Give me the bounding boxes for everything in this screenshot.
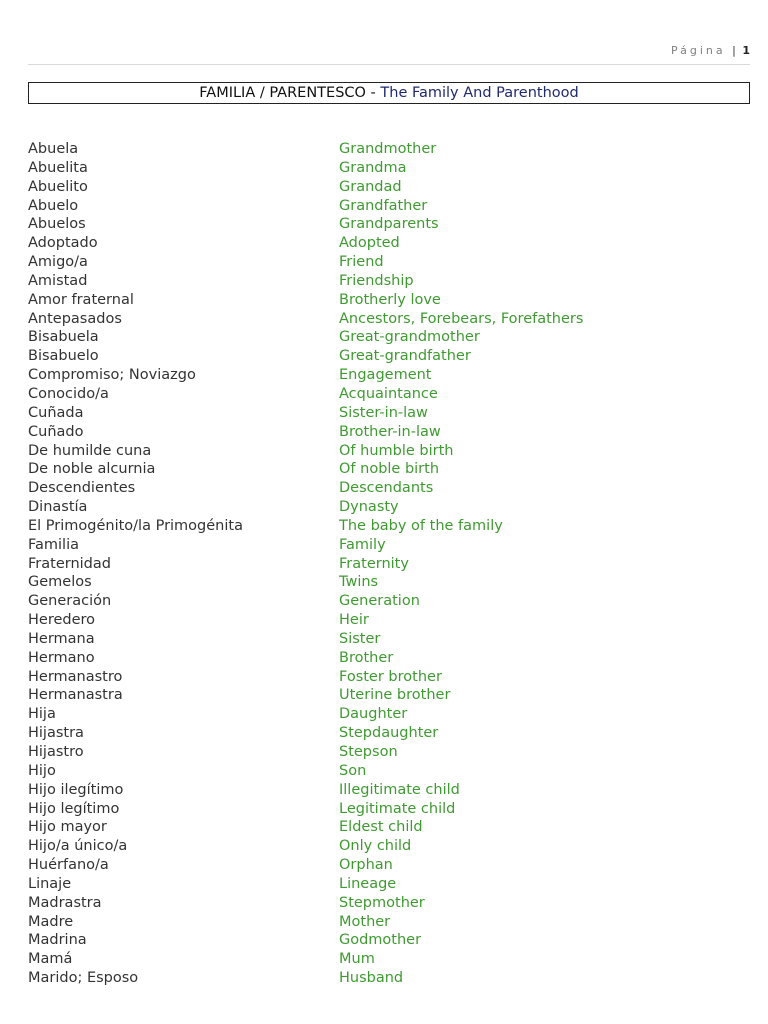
spanish-term: Amistad <box>28 272 88 289</box>
vocab-row <box>28 479 750 498</box>
english-term: Of noble birth <box>339 461 440 478</box>
vocab-row <box>28 159 750 178</box>
vocab-row <box>28 498 750 517</box>
english-term: Grandfather <box>339 197 428 214</box>
spanish-term: Hijo <box>28 762 56 779</box>
spanish-term: Amor fraternal <box>28 291 134 308</box>
vocab-row <box>28 517 750 536</box>
spanish-term: Cuñado <box>28 423 84 440</box>
english-term: Fraternity <box>339 555 409 572</box>
spanish-term: Hijastra <box>28 725 84 742</box>
spanish-term: Antepasados <box>28 310 122 327</box>
vocab-row <box>28 404 750 423</box>
english-term: Brother-in-law <box>339 423 441 440</box>
english-term: Daughter <box>339 706 408 723</box>
spanish-term: Mamá <box>28 951 73 968</box>
english-term: Husband <box>339 970 404 987</box>
english-term: The baby of the family <box>339 517 503 534</box>
vocab-row <box>28 555 750 574</box>
english-term: Son <box>339 762 367 779</box>
spanish-term: Bisabuela <box>28 329 99 346</box>
vocab-row <box>28 234 750 253</box>
vocab-row <box>28 385 750 404</box>
vocab-row <box>28 253 750 272</box>
english-term: Sister-in-law <box>339 404 428 421</box>
spanish-term: Hermanastro <box>28 668 123 685</box>
vocab-row <box>28 347 750 366</box>
spanish-term: Compromiso; Noviazgo <box>28 367 196 384</box>
vocab-row <box>28 140 750 159</box>
english-term: Generation <box>339 593 420 610</box>
spanish-term: Hijo/a único/a <box>28 838 128 855</box>
spanish-term: Abuelos <box>28 216 86 233</box>
english-term: Friendship <box>339 272 414 289</box>
english-term: Adopted <box>339 235 400 252</box>
spanish-term: Cuñada <box>28 404 84 421</box>
vocab-row <box>28 781 750 800</box>
spanish-term: Abuela <box>28 141 79 157</box>
document-title <box>28 82 750 104</box>
spanish-term: Hijastro <box>28 744 84 760</box>
vocab-row <box>28 310 750 329</box>
english-term: Stepson <box>339 744 398 760</box>
vocab-row <box>28 950 750 969</box>
english-term: Dynasty <box>339 499 399 516</box>
vocab-row <box>28 366 750 385</box>
vocab-row <box>28 856 750 875</box>
english-term: Godmother <box>339 932 422 949</box>
spanish-term: Madrastra <box>28 894 102 911</box>
english-term: Descendants <box>339 480 434 497</box>
spanish-term: Heredero <box>28 612 96 629</box>
spanish-term: Hijo ilegítimo <box>28 781 124 798</box>
english-term: Stepdaughter <box>339 725 439 742</box>
spanish-term: Huérfano/a <box>28 857 109 874</box>
vocab-row <box>28 913 750 932</box>
spanish-term: Abuelito <box>28 178 88 195</box>
english-term: Lineage <box>339 875 397 892</box>
english-term: Of humble birth <box>339 442 454 459</box>
vocab-row <box>28 630 750 649</box>
title-spanish: FAMILIA / PARENTESCO - <box>199 85 381 101</box>
english-term: Stepmother <box>339 894 425 911</box>
vocab-row <box>28 649 750 668</box>
english-term: Illegitimate child <box>339 781 460 798</box>
spanish-term: Madrina <box>28 932 87 949</box>
spanish-term: Amigo/a <box>28 254 88 271</box>
english-term: Foster brother <box>339 668 442 685</box>
page-label: Página <box>670 44 726 57</box>
english-term: Family <box>339 536 386 553</box>
english-term: Grandma <box>339 159 407 176</box>
english-term: Grandparents <box>339 216 439 233</box>
spanish-term: Hermana <box>28 630 95 647</box>
vocab-row <box>28 894 750 913</box>
vocab-row <box>28 442 750 461</box>
spanish-term: Gemelos <box>28 574 92 591</box>
page-header <box>28 44 750 65</box>
english-term: Brother <box>339 649 394 666</box>
spanish-term: Dinastía <box>28 499 88 516</box>
english-term: Legitimate child <box>339 800 456 817</box>
vocab-row <box>28 743 750 762</box>
vocabulary-list <box>28 140 750 988</box>
vocab-row <box>28 969 750 988</box>
english-term: Great-grandmother <box>339 329 480 346</box>
vocab-row <box>28 328 750 347</box>
vocab-row <box>28 818 750 837</box>
vocab-row <box>28 762 750 781</box>
spanish-term: Marido; Esposo <box>28 970 139 987</box>
english-term: Mother <box>339 913 391 930</box>
vocab-row <box>28 573 750 592</box>
spanish-term: Descendientes <box>28 480 136 497</box>
english-term: Sister <box>339 630 381 647</box>
spanish-term: Fraternidad <box>28 555 111 572</box>
vocab-row <box>28 931 750 950</box>
vocab-row <box>28 705 750 724</box>
spanish-term: Hermanastra <box>28 687 123 704</box>
spanish-term: Adoptado <box>28 235 98 252</box>
english-term: Orphan <box>339 857 393 874</box>
vocab-row <box>28 215 750 234</box>
spanish-term: Hijo mayor <box>28 819 107 836</box>
english-term: Only child <box>339 838 412 855</box>
spanish-term: Familia <box>28 536 79 553</box>
english-term: Twins <box>339 574 379 591</box>
spanish-term: Hijo legítimo <box>28 800 120 817</box>
spanish-term: Bisabuelo <box>28 348 99 365</box>
vocab-row <box>28 837 750 856</box>
vocab-row <box>28 272 750 291</box>
english-term: Mum <box>339 951 375 968</box>
spanish-term: Madre <box>28 913 74 930</box>
english-term: Acquaintance <box>339 385 438 402</box>
vocab-row <box>28 291 750 310</box>
vocab-row <box>28 423 750 442</box>
english-term: Great-grandfather <box>339 348 471 365</box>
english-term: Heir <box>339 612 369 629</box>
english-term: Friend <box>339 254 384 271</box>
spanish-term: De noble alcurnia <box>28 461 156 478</box>
english-term: Ancestors, Forebears, Forefathers <box>339 310 584 327</box>
spanish-term: Hermano <box>28 649 95 666</box>
vocab-row <box>28 800 750 819</box>
english-term: Uterine brother <box>339 687 451 704</box>
english-term: Grandmother <box>339 141 437 157</box>
english-term: Engagement <box>339 367 432 384</box>
spanish-term: Conocido/a <box>28 385 109 402</box>
vocab-row <box>28 460 750 479</box>
spanish-term: Hija <box>28 706 56 723</box>
english-term: Grandad <box>339 178 402 195</box>
vocab-row <box>28 686 750 705</box>
page-number: 1 <box>742 44 750 57</box>
spanish-term: Abuelita <box>28 159 88 176</box>
english-term: Eldest child <box>339 819 423 836</box>
english-term: Brotherly love <box>339 291 441 308</box>
vocab-row <box>28 668 750 687</box>
title-english: The Family And Parenthood <box>380 85 579 101</box>
spanish-term: De humilde cuna <box>28 442 152 459</box>
spanish-term: Generación <box>28 593 112 610</box>
spanish-term: Abuelo <box>28 197 79 214</box>
vocab-row <box>28 536 750 555</box>
vocab-row <box>28 197 750 216</box>
page-separator: | <box>732 44 736 57</box>
vocab-row <box>28 611 750 630</box>
vocab-row <box>28 875 750 894</box>
spanish-term: Linaje <box>28 875 72 892</box>
vocab-row <box>28 724 750 743</box>
vocab-row <box>28 592 750 611</box>
vocab-row <box>28 178 750 197</box>
spanish-term: El Primogénito/la Primogénita <box>28 517 243 534</box>
